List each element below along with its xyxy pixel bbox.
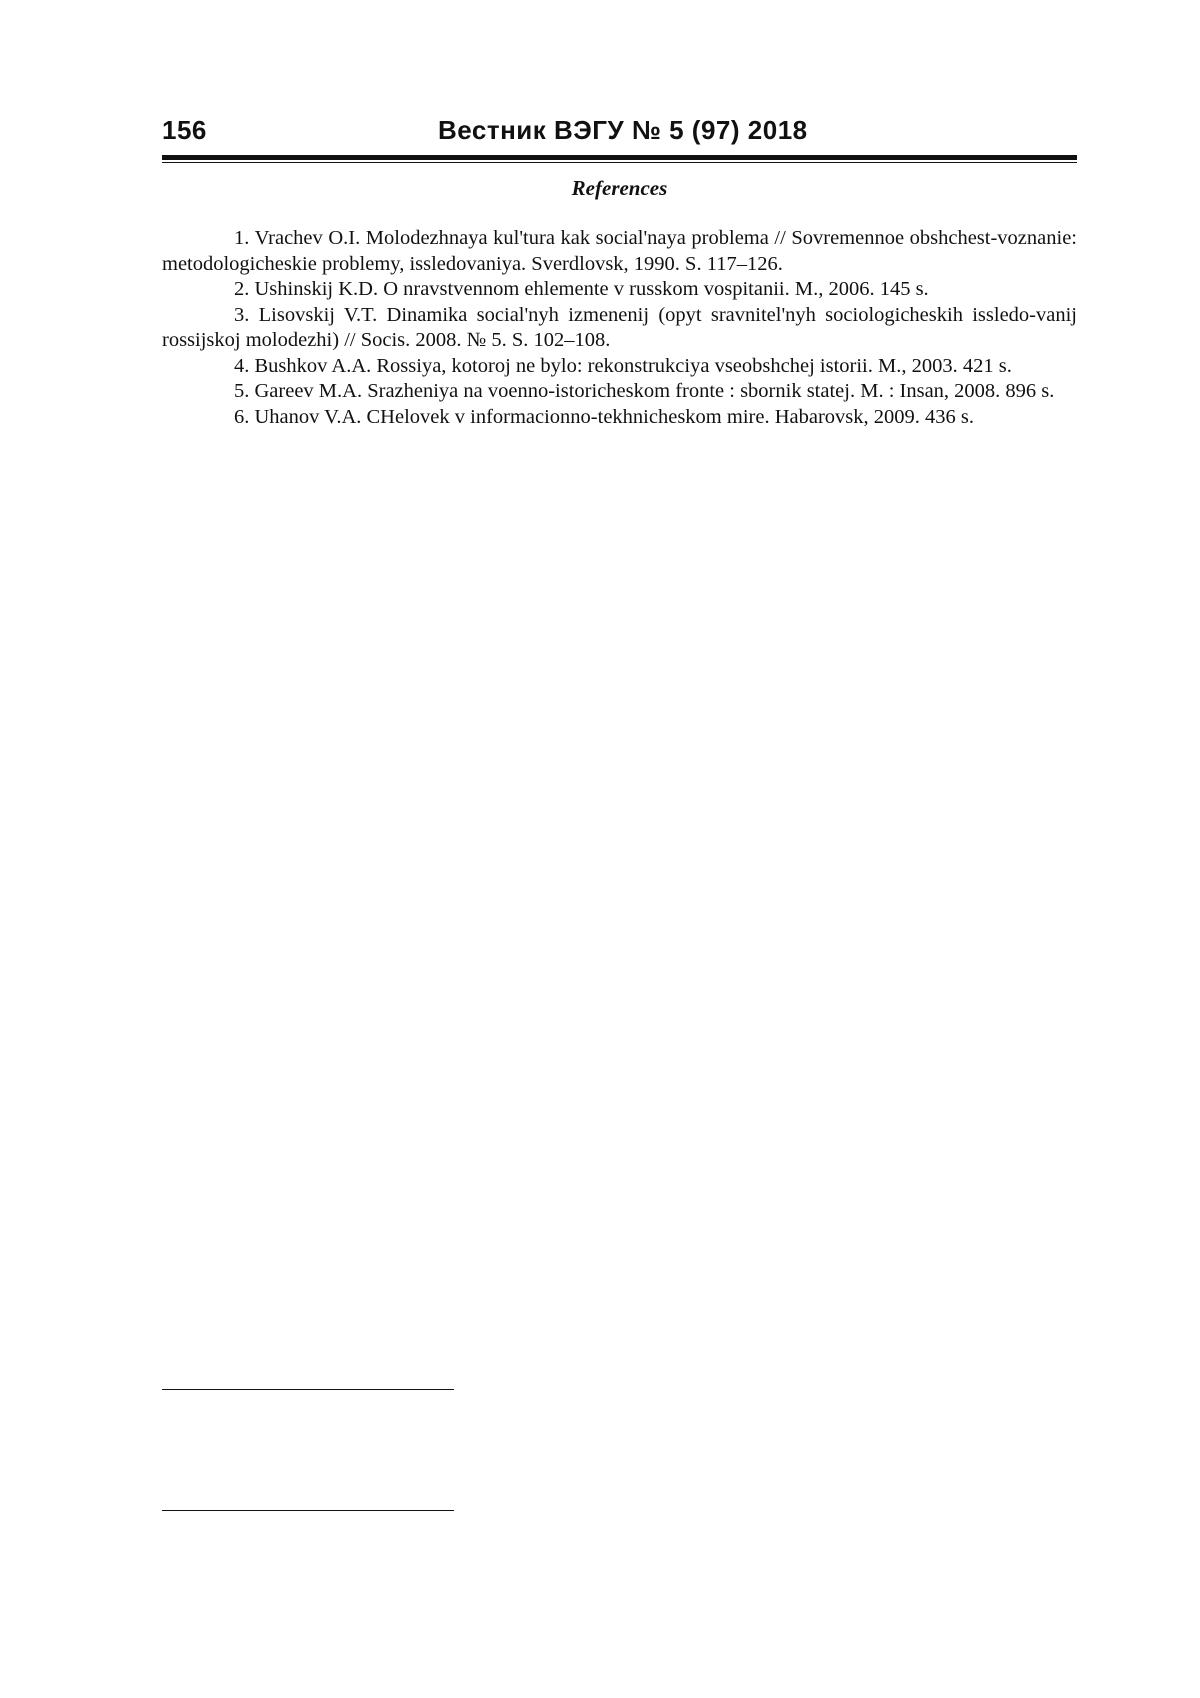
header-rule-thick (162, 155, 1077, 160)
reference-item: 3. Lisovskij V.T. Dinamika social'nyh izmenenij (opyt sravnitel'nyh sociologicheskih issledo-vanij rossijskoj molodezhi) // Socis. 2008. № 5. S. 102–108. (162, 303, 1077, 351)
reference-item: 6. Uhanov V.A. CHelovek v informacionno-tekhnicheskom mire. Habarovsk, 2009. 436 s. (234, 405, 974, 428)
header-rule-thin (162, 162, 1077, 163)
references-heading: References (571, 176, 668, 200)
reference-item: 4. Bushkov A.A. Rossiya, kotoroj ne bylo: rekonstrukciya vseobshchej istorii. M., 2003. 421 s. (234, 354, 1012, 377)
references-list (162, 226, 1077, 430)
footnote-separator (162, 1389, 454, 1390)
footnote-separator (162, 1510, 454, 1511)
journal-title: Вестник ВЭГУ № 5 (97) 2018 (438, 115, 808, 145)
page-number: 156 (162, 115, 207, 145)
reference-item: 5. Gareev M.A. Srazheniya na voenno-istoricheskom fronte : sbornik statej. M. : Insan, 2008. 896 s. (234, 380, 1055, 402)
reference-item: 2. Ushinskij K.D. O nravstvennom ehlemente v russkom vospitanii. M., 2006. 145 s. (234, 278, 929, 300)
reference-item: 1. Vrachev O.I. Molodezhnaya kul'tura kak social'naya problema // Sovremennoe obshchest-voznanie: metodologicheskie problemy, issledovaniya. Sverdlovsk, 1990. S. 117–126. (162, 227, 1077, 275)
running-header (162, 115, 1077, 147)
